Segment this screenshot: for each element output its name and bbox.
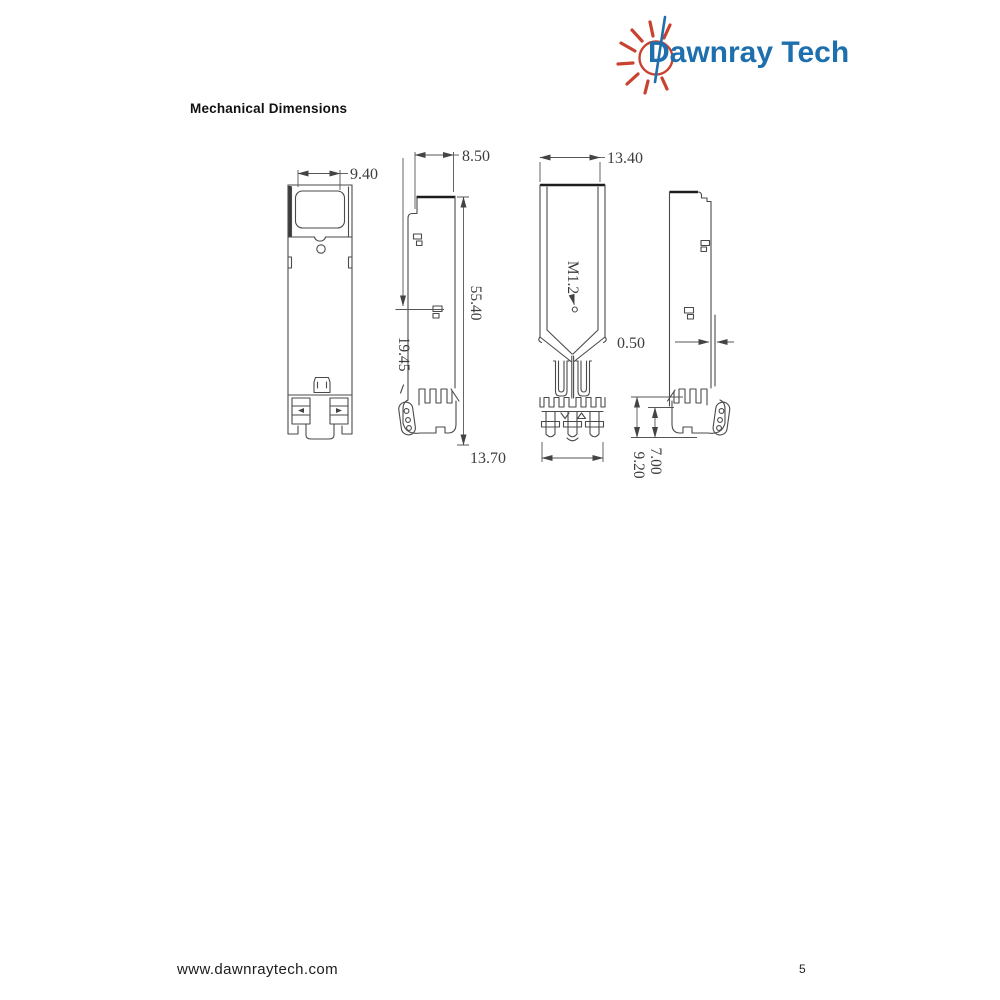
page-title: Mechanical Dimensions <box>190 101 348 116</box>
brand-text: Dawnray Tech <box>648 36 850 69</box>
dim-body-length: 55.40 <box>467 285 484 321</box>
footer-website-link[interactable]: www.dawnraytech.com <box>177 961 338 978</box>
dim-side-width: 8.50 <box>462 148 490 165</box>
mechanical-drawing <box>270 130 740 502</box>
dim-front-width: 13.40 <box>607 150 643 167</box>
dim-pin-outer: 9.20 <box>630 451 647 479</box>
dim-latch-offset: 19.45 <box>395 336 412 372</box>
dim-edge-thickness: 0.50 <box>617 335 645 352</box>
view-side-left <box>395 148 490 445</box>
screw-thread-label: M1.2 <box>564 260 581 295</box>
view-front <box>470 150 643 467</box>
view-side-right <box>617 192 734 479</box>
view-top <box>288 166 378 439</box>
dim-top-width: 9.40 <box>350 166 378 183</box>
dim-bottom-width: 13.70 <box>470 450 506 467</box>
dim-pin-inner: 7.00 <box>647 447 664 475</box>
company-logo <box>612 12 862 92</box>
page-number: 5 <box>799 962 806 976</box>
